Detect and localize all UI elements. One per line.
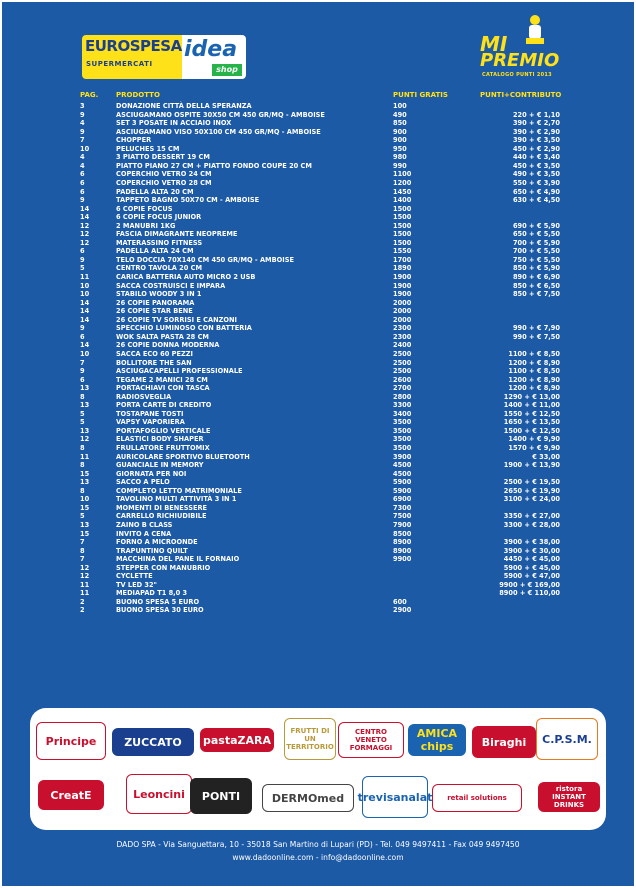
row-punti-contributo: 990 + € 7,90 bbox=[512, 324, 560, 333]
row-prodotto: STEPPER CON MANUBRIO bbox=[116, 563, 211, 572]
row-punti-contributo: 390 + € 2,90 bbox=[512, 127, 560, 136]
row-prodotto: SET 3 POSATE IN ACCIAIO INOX bbox=[116, 119, 232, 128]
row-prodotto: SACCA COSTRUISCI E IMPARA bbox=[116, 281, 226, 290]
row-punti-gratis: 3500 bbox=[393, 444, 412, 452]
row-punti-gratis: 2700 bbox=[393, 384, 412, 393]
row-prodotto: MATERASSINO FITNESS bbox=[116, 238, 203, 247]
row-prodotto: 26 COPIE DONNA MODERNA bbox=[116, 341, 220, 350]
row-pag: 15 bbox=[80, 469, 90, 478]
row-punti-contributo: 750 + € 5,50 bbox=[512, 255, 560, 264]
row-prodotto: CARRELLO RICHIUDIBILE bbox=[116, 512, 207, 521]
sponsor-logo bbox=[190, 778, 252, 814]
row-punti-gratis: 8500 bbox=[393, 529, 412, 538]
row-punti-gratis: 2300 bbox=[393, 332, 412, 341]
sponsor-logo-text: Leoncini bbox=[133, 787, 185, 801]
row-punti-gratis: 7500 bbox=[393, 512, 412, 521]
row-punti-contributo: 440 + € 3,40 bbox=[512, 153, 560, 162]
row-punti-gratis: 6900 bbox=[393, 495, 412, 504]
row-pag: 7 bbox=[80, 136, 85, 145]
row-pag: 14 bbox=[80, 204, 90, 213]
row-punti-contributo: 630 + € 4,50 bbox=[512, 196, 560, 205]
row-prodotto: AURICOLARE SPORTIVO BLUETOOTH bbox=[116, 452, 250, 461]
row-prodotto: MACCHINA DEL PANE IL FORNAIO bbox=[116, 555, 240, 564]
row-pag: 5 bbox=[80, 409, 85, 418]
row-punti-contributo: 390 + € 3,50 bbox=[512, 136, 560, 145]
row-punti-gratis: 3300 bbox=[393, 401, 412, 410]
row-punti-contributo: 4450 + € 45,00 bbox=[503, 555, 560, 564]
row-prodotto: BUONO SPESA 30 EURO bbox=[116, 606, 204, 615]
row-pag: 9 bbox=[80, 255, 85, 264]
row-pag: 14 bbox=[80, 315, 90, 324]
row-pag: 11 bbox=[80, 580, 90, 589]
row-punti-contributo: 850 + € 7,50 bbox=[512, 290, 560, 299]
sponsor-logo-text: ristora INSTANT DRINKS bbox=[552, 785, 586, 809]
row-pag: 6 bbox=[80, 170, 85, 179]
row-punti-gratis: 3500 bbox=[393, 435, 412, 444]
eurospesa-idea-logo bbox=[82, 35, 246, 79]
row-pag: 7 bbox=[80, 538, 85, 547]
header-pag: PAG. bbox=[80, 91, 99, 99]
row-punti-gratis: 1400 bbox=[393, 196, 412, 205]
row-pag: 8 bbox=[80, 392, 85, 401]
row-punti-gratis: 1450 bbox=[393, 187, 412, 196]
catalogo-text: CATALOGO PUNTI 2013 bbox=[482, 72, 552, 78]
row-punti-contributo: 550 + € 3,90 bbox=[512, 178, 560, 187]
row-pag: 5 bbox=[80, 418, 85, 427]
row-punti-contributo: 3900 + € 38,00 bbox=[503, 538, 560, 547]
row-punti-gratis: 7300 bbox=[393, 503, 412, 512]
row-prodotto: PORTA CARTE DI CREDITO bbox=[116, 401, 212, 410]
row-punti-gratis: 2300 bbox=[393, 324, 412, 333]
row-pag: 14 bbox=[80, 307, 90, 316]
row-prodotto: ASCIUGAMANO OSPITE 30X50 CM 450 GR/MQ - AMBOISE bbox=[116, 110, 325, 119]
row-pag: 10 bbox=[80, 290, 90, 299]
row-prodotto: TOSTAPANE TOSTI bbox=[116, 409, 184, 418]
row-prodotto: 26 COPIE PANORAMA bbox=[116, 298, 195, 307]
row-prodotto: VAPSY VAPORIERA bbox=[116, 418, 185, 427]
row-punti-contributo: 1100 + € 8,50 bbox=[508, 367, 560, 376]
sponsor-logo bbox=[38, 780, 104, 810]
row-prodotto: ZAINO B CLASS bbox=[116, 520, 173, 529]
row-punti-gratis: 3500 bbox=[393, 418, 412, 427]
row-punti-gratis: 2500 bbox=[393, 349, 412, 358]
row-punti-contributo: 9900 + € 169,00 bbox=[499, 580, 560, 589]
row-prodotto: 26 COPIE TV SORRISI E CANZONI bbox=[116, 315, 237, 324]
row-punti-gratis: 950 bbox=[393, 144, 407, 153]
row-punti-gratis: 2500 bbox=[393, 358, 412, 367]
row-pag: 12 bbox=[80, 572, 90, 581]
row-punti-contributo: 850 + € 5,90 bbox=[512, 264, 560, 273]
row-pag: 14 bbox=[80, 341, 90, 350]
row-pag: 7 bbox=[80, 555, 85, 564]
row-punti-contributo: 490 + € 3,50 bbox=[512, 170, 560, 179]
row-punti-gratis: 990 bbox=[393, 161, 407, 170]
sponsor-logo bbox=[126, 774, 192, 814]
row-prodotto: GIORNATA PER NOI bbox=[116, 469, 187, 478]
row-punti-contributo: 1550 + € 12,50 bbox=[503, 409, 560, 418]
sponsor-logo-text: FRUTTI DI UN TERRITORIO bbox=[286, 727, 334, 751]
row-prodotto: TELO DOCCIA 70X140 CM 450 GR/MQ - AMBOISE bbox=[116, 255, 294, 264]
row-pag: 5 bbox=[80, 264, 85, 273]
sponsor-logo bbox=[36, 722, 106, 760]
row-pag: 9 bbox=[80, 196, 85, 205]
mascot-figure-icon bbox=[520, 14, 550, 48]
row-punti-contributo: 1650 + € 13,50 bbox=[503, 418, 560, 427]
row-punti-gratis: 1500 bbox=[393, 221, 412, 230]
row-prodotto: COMPLETO LETTO MATRIMONIALE bbox=[116, 486, 242, 495]
row-punti-contributo: 890 + € 6,90 bbox=[512, 273, 560, 281]
row-pag: 14 bbox=[80, 298, 90, 307]
sponsor-logo bbox=[432, 784, 522, 812]
row-prodotto: PADELLA ALTA 24 CM bbox=[116, 247, 194, 256]
row-punti-contributo: 5900 + € 45,00 bbox=[503, 563, 560, 572]
row-punti-gratis: 2900 bbox=[393, 606, 412, 615]
row-prodotto: 6 COPIE FOCUS JUNIOR bbox=[116, 213, 202, 222]
row-punti-gratis: 1900 bbox=[393, 281, 412, 290]
header-punti-contributo: PUNTI+CONTRIBUTO bbox=[480, 91, 562, 99]
row-prodotto: 6 COPIE FOCUS bbox=[116, 204, 173, 213]
row-pag: 8 bbox=[80, 461, 85, 470]
row-prodotto: TAPPETO BAGNO 50X70 CM - AMBOISE bbox=[116, 196, 260, 205]
row-prodotto: MOMENTI DI BENESSERE bbox=[116, 503, 208, 512]
row-punti-gratis: 8900 bbox=[393, 546, 412, 555]
row-pag: 6 bbox=[80, 247, 85, 256]
row-prodotto: PORTAFOGLIO VERTICALE bbox=[116, 426, 211, 435]
row-pag: 5 bbox=[80, 512, 85, 521]
row-punti-gratis: 1700 bbox=[393, 255, 412, 264]
row-prodotto: TEGAME 2 MANICI 28 CM bbox=[116, 375, 208, 384]
row-pag: 8 bbox=[80, 444, 85, 452]
sponsor-logo bbox=[536, 718, 598, 760]
row-punti-gratis: 1500 bbox=[393, 230, 412, 239]
row-prodotto: 3 PIATTO DESSERT 19 CM bbox=[116, 153, 210, 162]
row-punti-contributo: 1200 + € 8,90 bbox=[508, 384, 560, 393]
idea-shop-logo bbox=[182, 35, 246, 79]
row-punti-gratis: 2000 bbox=[393, 298, 412, 307]
row-prodotto: TRAPUNTINO QUILT bbox=[116, 546, 188, 555]
row-prodotto: TV LED 32" bbox=[116, 580, 157, 589]
row-prodotto: 2 MANUBRI 1KG bbox=[116, 221, 176, 230]
row-pag: 8 bbox=[80, 486, 85, 495]
row-prodotto: TAVOLINO MULTI ATTIVITÀ 3 IN 1 bbox=[116, 495, 237, 504]
shop-text: shop bbox=[212, 64, 242, 76]
row-prodotto: MEDIAPAD T1 8,0 3 bbox=[116, 589, 188, 598]
row-prodotto: BUONO SPESA 5 EURO bbox=[116, 597, 200, 606]
row-prodotto: BOLLITORE THE SAN bbox=[116, 358, 192, 367]
row-punti-gratis: 2600 bbox=[393, 375, 412, 384]
row-pag: 11 bbox=[80, 589, 90, 598]
row-pag: 9 bbox=[80, 127, 85, 136]
row-punti-gratis: 850 bbox=[393, 119, 407, 128]
row-punti-contributo: 700 + € 5,50 bbox=[512, 247, 560, 256]
row-prodotto: SACCA ECO 60 PEZZI bbox=[116, 349, 193, 358]
row-pag: 13 bbox=[80, 401, 90, 410]
row-punti-contributo: 5900 + € 47,00 bbox=[503, 572, 560, 581]
row-punti-contributo: 3900 + € 30,00 bbox=[503, 546, 560, 555]
row-pag: 7 bbox=[80, 358, 85, 367]
row-pag: 2 bbox=[80, 606, 85, 615]
row-punti-contributo: 850 + € 6,50 bbox=[512, 281, 560, 290]
row-punti-gratis: 3400 bbox=[393, 409, 412, 418]
row-pag: 3 bbox=[80, 102, 85, 110]
row-pag: 9 bbox=[80, 324, 85, 333]
sponsor-logo-text: AMICA chips bbox=[416, 727, 458, 753]
row-punti-gratis: 1200 bbox=[393, 178, 412, 187]
sponsor-logo bbox=[284, 718, 336, 760]
row-prodotto: FORNO A MICROONDE bbox=[116, 538, 198, 547]
row-punti-contributo: 990 + € 7,50 bbox=[512, 332, 560, 341]
footer-address: DADO SPA - Via Sanguettara, 10 - 35018 San Martino di Lupari (PD) - Tel. 049 9497411 - Fax 049 9497450 bbox=[116, 840, 520, 849]
row-punti-gratis: 900 bbox=[393, 127, 407, 136]
row-punti-gratis: 1500 bbox=[393, 238, 412, 247]
sponsor-logo-text: C.P.S.M. bbox=[542, 732, 592, 746]
sponsor-logo-text: DERMOmed bbox=[271, 791, 345, 805]
row-prodotto: GUANCIALE IN MEMORY bbox=[116, 461, 204, 470]
row-pag: 11 bbox=[80, 273, 90, 281]
row-pag: 4 bbox=[80, 153, 85, 162]
row-punti-contributo: 1400 + € 9,90 bbox=[508, 435, 560, 444]
row-pag: 13 bbox=[80, 478, 90, 487]
row-punti-gratis: 1550 bbox=[393, 247, 412, 256]
row-punti-contributo: 450 + € 2,90 bbox=[512, 144, 560, 153]
row-punti-gratis: 5900 bbox=[393, 478, 412, 487]
row-pag: 12 bbox=[80, 230, 90, 239]
row-pag: 10 bbox=[80, 281, 90, 290]
sponsor-logo-text: retail solutions bbox=[447, 794, 507, 802]
row-prodotto: CHOPPER bbox=[116, 136, 152, 145]
row-punti-gratis: 980 bbox=[393, 153, 407, 162]
sponsor-logo-text: CENTRO VENETO FORMAGGI bbox=[349, 728, 393, 752]
row-punti-gratis: 2000 bbox=[393, 315, 412, 324]
row-prodotto: RADIOSVEGLIA bbox=[116, 392, 172, 401]
premio-text: PREMIO bbox=[480, 50, 560, 71]
sponsor-logo-text: PONTI bbox=[201, 789, 241, 803]
row-punti-gratis: 9900 bbox=[393, 555, 412, 564]
sponsor-logo-text: CreatE bbox=[50, 788, 92, 802]
row-punti-contributo: 1290 + € 13,00 bbox=[503, 392, 560, 401]
row-punti-gratis: 1500 bbox=[393, 213, 412, 222]
row-punti-contributo: € 33,00 bbox=[532, 452, 560, 461]
sponsor-logo-text: Principe bbox=[45, 734, 97, 748]
row-punti-gratis: 600 bbox=[393, 597, 407, 606]
row-punti-contributo: 650 + € 5,50 bbox=[512, 230, 560, 239]
row-pag: 6 bbox=[80, 375, 85, 384]
row-pag: 12 bbox=[80, 238, 90, 247]
row-pag: 12 bbox=[80, 221, 90, 230]
header-punti-gratis: PUNTI GRATIS bbox=[393, 91, 448, 99]
row-pag: 12 bbox=[80, 563, 90, 572]
row-punti-gratis: 3500 bbox=[393, 426, 412, 435]
row-prodotto: STABILO WOODY 3 IN 1 bbox=[116, 290, 202, 299]
row-punti-contributo: 1900 + € 13,90 bbox=[503, 461, 560, 470]
row-punti-gratis: 5900 bbox=[393, 486, 412, 495]
row-prodotto: PORTACHIAVI CON TASCA bbox=[116, 384, 210, 393]
row-punti-gratis: 900 bbox=[393, 136, 407, 145]
row-pag: 13 bbox=[80, 426, 90, 435]
row-prodotto: ELASTICI BODY SHAPER bbox=[116, 435, 204, 444]
row-prodotto: CYCLETTE bbox=[116, 572, 153, 581]
row-prodotto: ASCIUGACAPELLI PROFESSIONALE bbox=[116, 367, 243, 376]
sponsor-logo bbox=[112, 728, 194, 756]
row-punti-gratis: 2800 bbox=[393, 392, 412, 401]
row-punti-contributo: 3300 + € 28,00 bbox=[503, 520, 560, 529]
sponsor-logo-text: pastaZARA bbox=[203, 733, 271, 747]
idea-text: idea bbox=[184, 37, 238, 62]
sponsor-logo bbox=[262, 784, 354, 812]
row-prodotto: SPECCHIO LUMINOSO CON BATTERIA bbox=[116, 324, 252, 333]
row-prodotto: PIATTO PIANO 27 CM + PIATTO FONDO COUPE 20 CM bbox=[116, 161, 312, 170]
sponsor-logo-text: trevisanalat bbox=[357, 790, 433, 804]
row-punti-gratis: 1500 bbox=[393, 204, 412, 213]
row-prodotto: WOK SALTA PASTA 28 CM bbox=[116, 332, 209, 341]
row-punti-gratis: 2000 bbox=[393, 307, 412, 316]
row-pag: 4 bbox=[80, 161, 85, 170]
row-prodotto: CENTRO TAVOLA 20 CM bbox=[116, 264, 203, 273]
row-punti-contributo: 1200 + € 8,90 bbox=[508, 358, 560, 367]
row-pag: 15 bbox=[80, 529, 90, 538]
row-prodotto: PADELLA ALTA 20 CM bbox=[116, 187, 194, 196]
row-pag: 9 bbox=[80, 367, 85, 376]
row-pag: 10 bbox=[80, 349, 90, 358]
mipremio-logo bbox=[480, 12, 570, 82]
row-pag: 6 bbox=[80, 187, 85, 196]
row-punti-contributo: 220 + € 1,10 bbox=[512, 110, 560, 119]
row-prodotto: FRULLATORE FRUTTOMIX bbox=[116, 444, 210, 452]
row-pag: 6 bbox=[80, 178, 85, 187]
row-prodotto: CARICA BATTERIA AUTO MICRO 2 USB bbox=[116, 273, 256, 281]
row-pag: 15 bbox=[80, 503, 90, 512]
row-pag: 9 bbox=[80, 110, 85, 119]
mi-text: MI bbox=[480, 32, 508, 56]
eurospesa-logo bbox=[82, 35, 182, 79]
row-prodotto: SACCO A PELO bbox=[116, 478, 170, 487]
sponsor-logo bbox=[200, 728, 274, 752]
eurospesa-text: EUROSPESA bbox=[85, 37, 182, 55]
row-pag: 8 bbox=[80, 546, 85, 555]
sponsor-logo bbox=[408, 724, 466, 756]
row-punti-contributo: 1570 + € 9,90 bbox=[508, 444, 560, 452]
row-pag: 11 bbox=[80, 452, 90, 461]
supermercati-text: SUPERMERCATI bbox=[86, 60, 153, 68]
sponsor-logo bbox=[538, 782, 600, 812]
row-punti-gratis: 2500 bbox=[393, 367, 412, 376]
row-punti-contributo: 450 + € 3,50 bbox=[512, 161, 560, 170]
row-punti-contributo: 390 + € 2,70 bbox=[512, 119, 560, 128]
row-punti-contributo: 650 + € 4,90 bbox=[512, 187, 560, 196]
row-prodotto: DONAZIONE CITTÀ DELLA SPERANZA bbox=[116, 102, 252, 110]
sponsor-logo-text: ZUCCATO bbox=[124, 735, 182, 749]
header-prodotto: PRODOTTO bbox=[116, 91, 160, 99]
row-pag: 10 bbox=[80, 495, 90, 504]
row-prodotto: INVITO A CENA bbox=[116, 529, 172, 538]
row-punti-contributo: 2500 + € 19,50 bbox=[503, 478, 560, 487]
row-prodotto: ASCIUGAMANO VISO 50X100 CM 450 GR/MQ - AMBOISE bbox=[116, 127, 321, 136]
row-prodotto: 26 COPIE STAR BENE bbox=[116, 307, 193, 316]
row-punti-contributo: 2650 + € 19,90 bbox=[503, 486, 560, 495]
row-pag: 10 bbox=[80, 144, 90, 153]
row-punti-contributo: 690 + € 5,90 bbox=[512, 221, 560, 230]
sponsor-logo bbox=[472, 726, 536, 758]
row-prodotto: COPERCHIO VETRO 28 CM bbox=[116, 178, 212, 187]
row-punti-gratis: 100 bbox=[393, 102, 407, 110]
row-pag: 13 bbox=[80, 520, 90, 529]
row-punti-gratis: 2400 bbox=[393, 341, 412, 350]
row-pag: 6 bbox=[80, 332, 85, 341]
row-punti-gratis: 490 bbox=[393, 110, 407, 119]
footer-web: www.dadoonline.com - info@dadoonline.com bbox=[232, 853, 404, 862]
row-pag: 2 bbox=[80, 597, 85, 606]
row-prodotto: FASCIA DIMAGRANTE NEOPREME bbox=[116, 230, 238, 239]
row-pag: 14 bbox=[80, 213, 90, 222]
catalog-page bbox=[2, 2, 634, 886]
row-punti-gratis: 7900 bbox=[393, 520, 412, 529]
row-punti-contributo: 1100 + € 8,50 bbox=[508, 349, 560, 358]
sponsor-logo bbox=[357, 776, 433, 818]
sponsor-logo-text: Biraghi bbox=[481, 735, 527, 749]
row-pag: 13 bbox=[80, 384, 90, 393]
row-punti-contributo: 3350 + € 27,00 bbox=[503, 512, 560, 521]
row-prodotto: PELUCHES 15 CM bbox=[116, 144, 180, 153]
row-pag: 4 bbox=[80, 119, 85, 128]
row-punti-gratis: 1890 bbox=[393, 264, 412, 273]
row-punti-contributo: 1200 + € 8,90 bbox=[508, 375, 560, 384]
row-punti-gratis: 4500 bbox=[393, 469, 412, 478]
row-punti-gratis: 1100 bbox=[393, 170, 412, 179]
row-punti-gratis: 3900 bbox=[393, 452, 412, 461]
sponsor-logo bbox=[338, 722, 404, 758]
row-punti-contributo: 1400 + € 11,00 bbox=[503, 401, 560, 410]
row-punti-contributo: 1500 + € 12,50 bbox=[503, 426, 560, 435]
row-punti-contributo: 8900 + € 110,00 bbox=[499, 589, 560, 598]
row-pag: 12 bbox=[80, 435, 90, 444]
row-punti-contributo: 3100 + € 24,00 bbox=[503, 495, 560, 504]
row-punti-gratis: 1900 bbox=[393, 273, 412, 281]
sponsor-logos bbox=[30, 708, 606, 830]
row-punti-contributo: 700 + € 5,90 bbox=[512, 238, 560, 247]
row-punti-gratis: 1900 bbox=[393, 290, 412, 299]
row-prodotto: COPERCHIO VETRO 24 CM bbox=[116, 170, 212, 179]
row-punti-gratis: 8900 bbox=[393, 538, 412, 547]
row-punti-gratis: 4500 bbox=[393, 461, 412, 470]
